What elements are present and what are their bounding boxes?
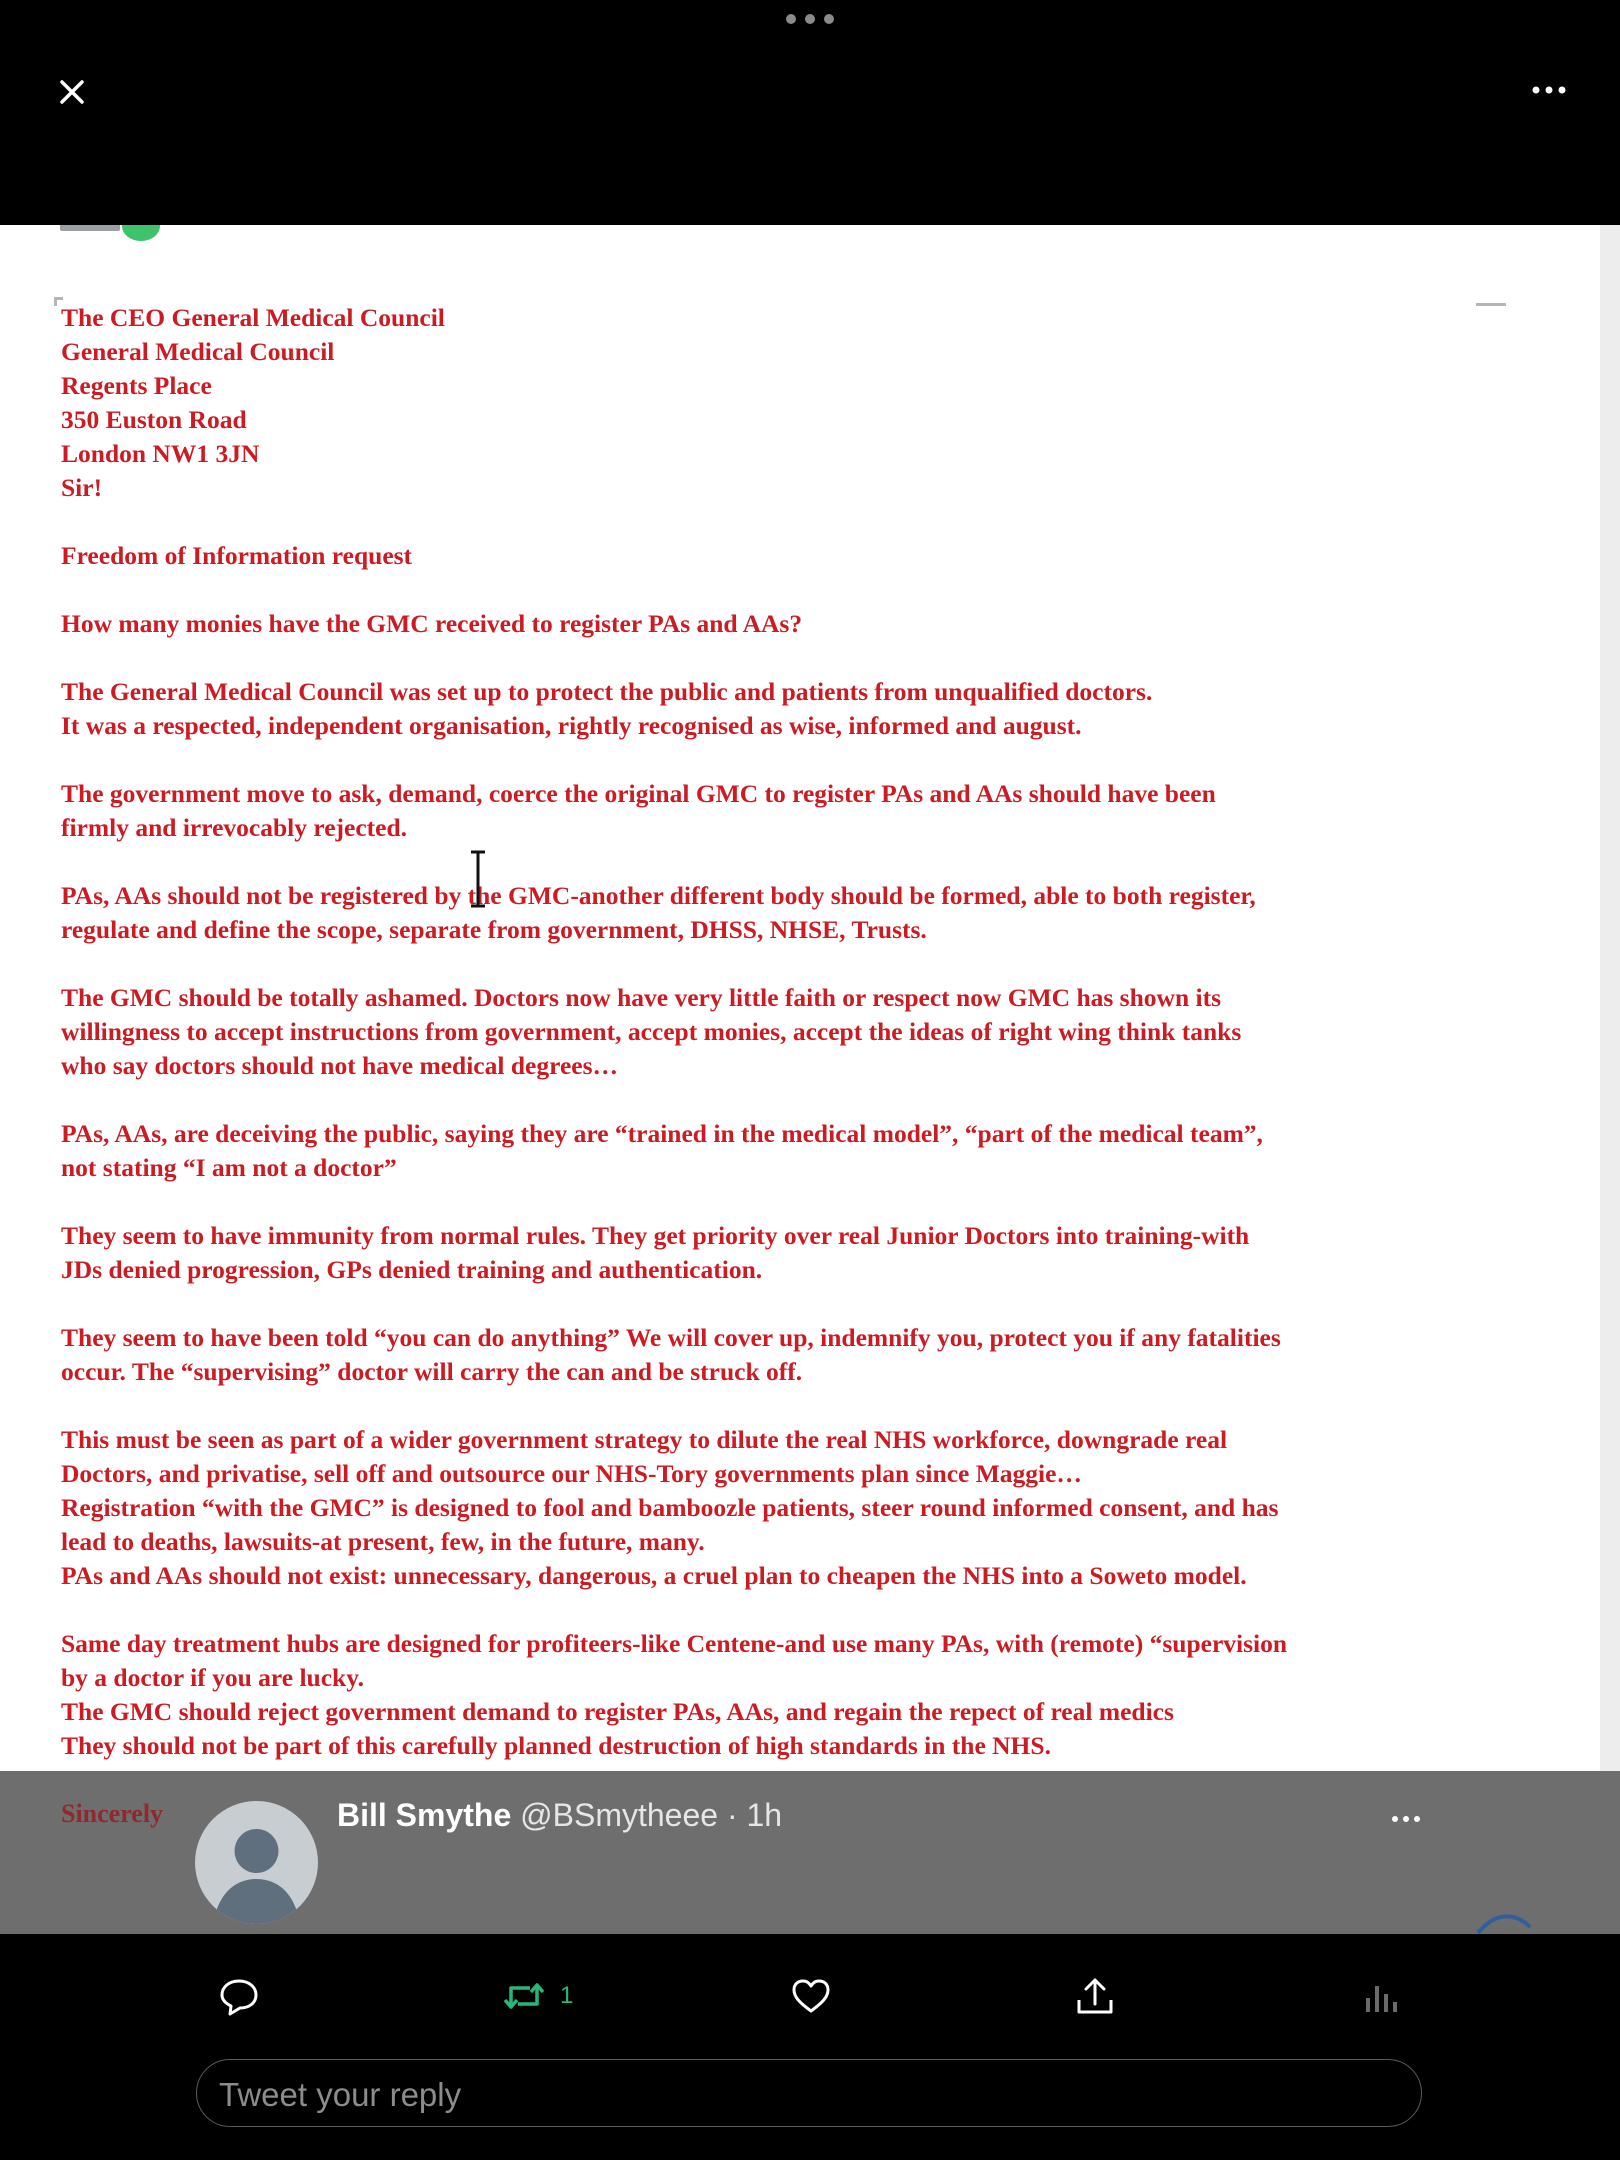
letter-line: The GMC should be totally ashamed. Doctors now have very little faith or respect now GMC has shown its [61, 983, 1222, 1012]
more-options-icon[interactable] [1530, 78, 1570, 102]
letter-line: The government move to ask, demand, coerce the original GMC to register PAs and AAs should have been [61, 779, 1216, 808]
reply-icon[interactable] [218, 1974, 260, 2018]
tweet-info-overlay [0, 1771, 1620, 1934]
letter-line: PAs, AAs, are deceiving the public, saying they are “trained in the medical model”, “part of the medical team”, [61, 1119, 1263, 1148]
letter-line: General Medical Council [61, 337, 335, 366]
text-cursor-icon [468, 850, 488, 908]
tweet-media-image[interactable] [0, 225, 1620, 1773]
letter-blank-line [61, 505, 1501, 539]
letter-line: firmly and irrevocably rejected. [61, 813, 408, 842]
letter-blank-line [61, 947, 1501, 981]
avatar[interactable] [195, 1801, 318, 1924]
letter-line: 350 Euston Road [61, 405, 247, 434]
letter-line: occur. The “supervising” doctor will carry the can and be struck off. [61, 1357, 803, 1386]
reply-placeholder: Tweet your reply [219, 2076, 462, 2113]
letter-blank-line [61, 1185, 1501, 1219]
retweet-icon [502, 1976, 546, 2016]
tweet-more-icon[interactable] [1390, 1811, 1422, 1827]
letter-line: They seem to have been told “you can do anything” We will cover up, indemnify you, protect you if any fatalities [61, 1323, 1281, 1352]
letter-line: Registration “with the GMC” is designed to fool and bamboozle patients, steer round informed consent, and has [61, 1493, 1279, 1522]
retweet-button[interactable] [502, 1974, 573, 2018]
letter-line: Doctors, and privatise, sell off and outsource our NHS-Tory governments plan since Maggie… [61, 1459, 1082, 1488]
letter-line: willingness to accept instructions from government, accept monies, accept the ideas of right wing think tanks [61, 1017, 1242, 1046]
share-icon[interactable] [1074, 1974, 1116, 2018]
reply-arrow-icon [1474, 1905, 1534, 1934]
tweet-header [337, 1797, 782, 1834]
letter-line: who say doctors should not have medical degrees… [61, 1051, 619, 1080]
letter-blank-line [61, 641, 1501, 675]
letter-closing: Sincerely [61, 1799, 164, 1828]
letter-blank-line [61, 743, 1501, 777]
close-icon[interactable] [52, 72, 92, 112]
letter-line: They should not be part of this carefully planned destruction of high standards in the NHS. [61, 1731, 1051, 1760]
sheet-grabber-icon[interactable] [786, 14, 834, 28]
letter-line: regulate and define the scope, separate from government, DHSS, NHSE, Trusts. [61, 915, 927, 944]
letter-line: The General Medical Council was set up to protect the public and patients from unqualified doctors. [61, 677, 1153, 706]
letter-blank-line [61, 845, 1501, 879]
letter-line: by a doctor if you are lucky. [61, 1663, 364, 1692]
letter-line: Freedom of Information request [61, 541, 413, 570]
letter-body [61, 301, 1501, 1763]
analytics-icon[interactable] [1362, 1974, 1402, 2018]
retweet-count: 1 [560, 1982, 574, 2009]
letter-line: PAs and AAs should not exist: unnecessary, dangerous, a cruel plan to cheapen the NHS into a Soweto model. [61, 1561, 1247, 1590]
letter-line: London NW1 3JN [61, 439, 260, 468]
letter-line: How many monies have the GMC received to register PAs and AAs? [61, 609, 803, 638]
letter-blank-line [61, 1287, 1501, 1321]
page-edge [1600, 225, 1620, 1773]
letter-line: JDs denied progression, GPs denied training and authentication. [61, 1255, 763, 1284]
letter-line: This must be seen as part of a wider government strategy to dilute the real NHS workforce, downgrade real [61, 1425, 1228, 1454]
author-name[interactable]: Bill Smythe [337, 1797, 512, 1833]
toolbar-fragment [60, 225, 120, 231]
letter-line: not stating “I am not a doctor” [61, 1153, 397, 1182]
letter-line: They seem to have immunity from normal rules. They get priority over real Junior Doctors into training-with [61, 1221, 1250, 1250]
status-dot-icon [122, 225, 160, 241]
letter-blank-line [61, 1083, 1501, 1117]
letter-blank-line [61, 573, 1501, 607]
letter-line: lead to deaths, lawsuits-at present, few, in the future, many. [61, 1527, 705, 1556]
letter-line: It was a respected, independent organisation, rightly recognised as wise, informed and august. [61, 711, 1082, 740]
letter-line: Regents Place [61, 371, 212, 400]
letter-blank-line [61, 1389, 1501, 1423]
heart-icon[interactable] [790, 1974, 832, 2018]
letter-line: Same day treatment hubs are designed for profiteers-like Centene-and use many PAs, with (remote) “supervision [61, 1629, 1288, 1658]
letter-line: Sir! [61, 473, 103, 502]
letter-blank-line [61, 1593, 1501, 1627]
letter-line: The CEO General Medical Council [61, 303, 445, 332]
reply-input[interactable] [196, 2059, 1422, 2127]
letter-line: PAs, AAs should not be registered by the GMC-another different body should be formed, able to both register, [61, 881, 1256, 910]
tweet-actions-bar [0, 1934, 1620, 2034]
media-viewer-header [0, 0, 1620, 225]
author-handle-time: @BSmytheee · 1h [520, 1797, 783, 1833]
letter-line: The GMC should reject government demand to register PAs, AAs, and regain the repect of real medics [61, 1697, 1174, 1726]
